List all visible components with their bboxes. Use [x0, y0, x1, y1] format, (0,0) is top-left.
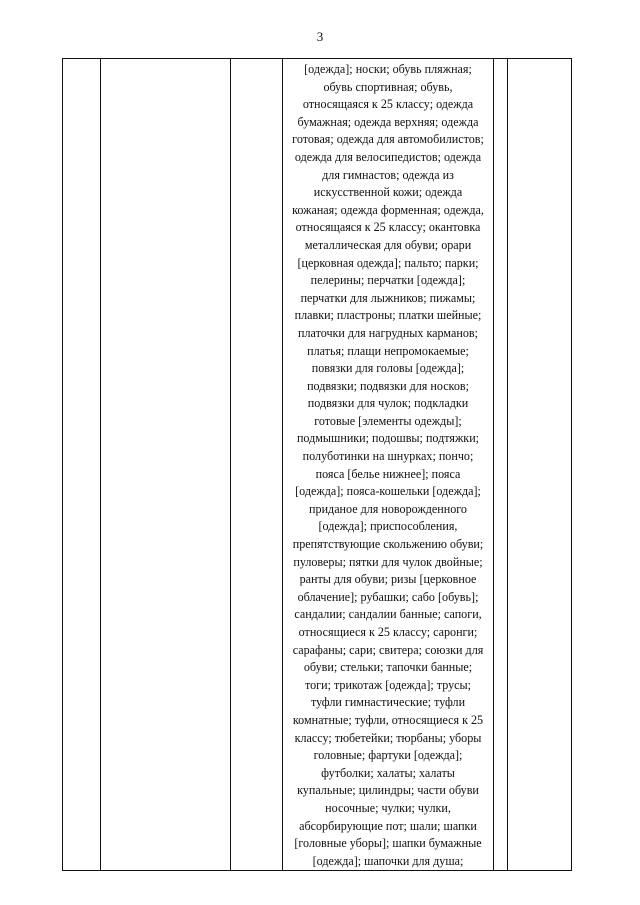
table-cell-col3 — [231, 59, 283, 871]
table-cell-col2 — [101, 59, 231, 871]
table-cell-col5 — [494, 59, 508, 871]
page-number: 3 — [316, 29, 324, 44]
goods-list-text: [одежда]; носки; обувь пляжная; обувь спортивная; обувь, относящаяся к 25 классу; одежда бумажная; одежда верхняя; одежда готовая; одежда для автомобилистов; одежда для велосипедистов; одежда для гимнастов; одежда из искусственной кожи; одежда кожаная; одежда форменная; одежда, относящаяся к 25 классу; окантовка металлическая для обуви; орари [церковная одежда]; пальто; парки; пелерины; перчатки [одежда]; перчатки для лыжников; пижамы; плавки; пластроны; платки шейные; платочки для нагрудных карманов; платья; плащи непромокаемые; повязки для головы [одежда]; подвязки; подвязки для носков; подвязки для чулок; подкладки готовые [элементы одежды]; подмышники; подошвы; подтяжки; полуботинки на шнурках; пончо; пояса [белье нижнее]; пояса [одежда]; пояса-кошельки [одежда]; приданое для новорожденного [одежда]; приспособления, препятствующие скольжению обуви; пуловеры; пятки для чулок двойные; ранты для обуви; ризы [церковное облачение]; рубашки; сабо [обувь]; сандалии; сандалии банные; сапоги, относящиеся к 25 классу; саронги; сарафаны; сари; свитера; союзки для обуви; стельки; тапочки банные; тоги; трикотаж [одежда]; трусы; туфли гимнастические; туфли комнатные; туфли, относящиеся к 25 классу; тюбетейки; тюрбаны; уборы головные; фартуки [одежда]; футболки; халаты; халаты купальные; цилиндры; части обуви носочные; чулки; чулки, абсорбирующие пот; шали; шапки [головные уборы]; шапки бумажные [одежда]; шапочки для душа; — [292, 62, 484, 868]
table-cell-goods — [283, 59, 494, 871]
goods-table — [62, 58, 572, 871]
table-row — [63, 59, 572, 871]
table-cell-col1 — [63, 59, 101, 871]
table-cell-col6 — [508, 59, 572, 871]
